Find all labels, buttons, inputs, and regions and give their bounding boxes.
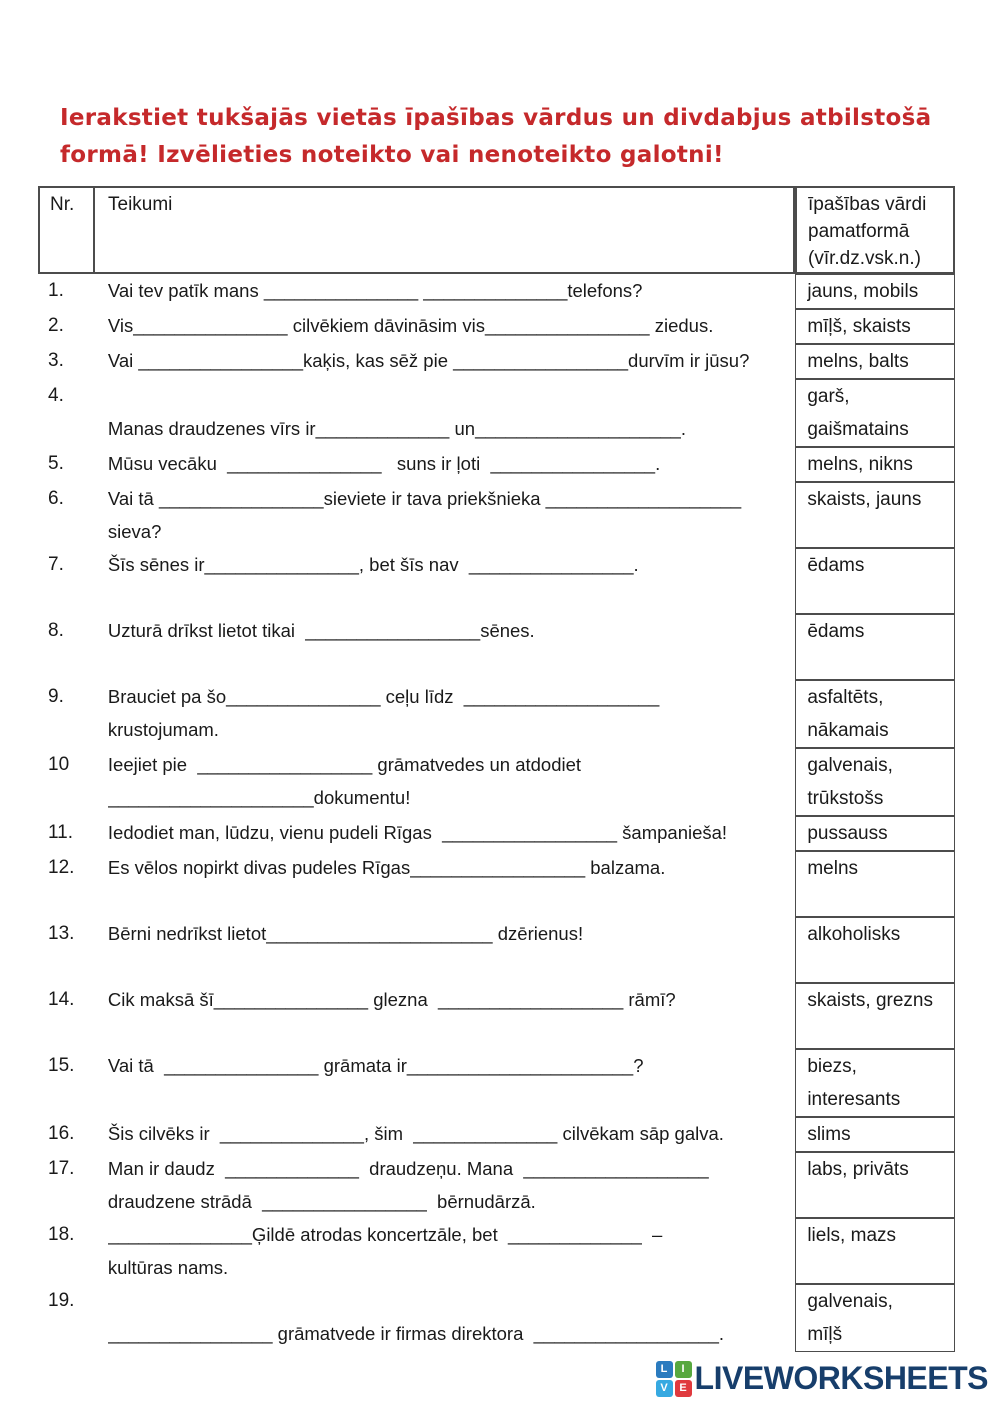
table-row [38,1218,955,1284]
table-row [38,344,955,379]
sentence-line [108,379,789,412]
row-number: 18. [48,1224,75,1245]
sentence-cell [95,1117,795,1152]
liveworksheets-logo-icon [656,1361,692,1397]
adjective-line: galvenais, [807,1291,893,1312]
adjective-line: liels, mazs [807,1225,897,1246]
row-number: 6. [48,488,64,509]
row-number: 2. [48,315,64,336]
sentence-cell [95,548,795,614]
sentence-line: Vai ________________kaķis, kas sēž pie _________________durvīm ir jūsu? [107,350,750,371]
sentence-cell [95,1218,795,1284]
sentence-cell [95,614,795,680]
table-row [38,917,955,983]
table-header-row [38,186,955,274]
adjectives-cell [795,344,955,379]
table-row [38,482,955,548]
row-number: 11. [48,822,74,843]
row-number: 9. [48,686,64,707]
sentence-cell [95,344,795,379]
sentence-line: Bērni nedrīkst lietot______________________ dzērienus! [107,923,584,944]
adjective-line: skaists, grezns [807,990,933,1011]
sentence-cell [95,274,795,309]
adjective-line: melns, balts [807,351,909,372]
adjectives-cell [795,748,955,816]
worksheet-title [60,100,960,174]
header-adjectives-line: (vīr.dz.vsk.n.) [808,248,921,269]
adjective-line: garš, [807,386,850,407]
table-row [38,614,955,680]
row-number: 10 [48,754,70,775]
sentence-line: ________________ grāmatvede ir firmas direktora __________________. [107,1323,724,1344]
table-row [38,309,955,344]
adjective-line: jauns, mobils [807,281,919,302]
row-number: 19. [48,1290,75,1311]
sentence-cell [95,1284,795,1352]
sentence-line [108,581,789,614]
table-row [38,1117,955,1152]
logo-letter-square-i: I [675,1361,692,1378]
sentence-line: Ieejiet pie _________________ grāmatvedes un atdodiet [107,754,582,775]
sentence-cell [95,1049,795,1117]
sentence-line: Iedodiet man, lūdzu, vienu pudeli Rīgas _________________ šampanieša! [107,822,728,843]
sentence-cell [95,983,795,1049]
worksheet-table [38,186,955,1352]
adjectives-cell [795,1218,955,1284]
adjective-line: asfaltēts, [807,687,884,708]
table-row [38,1284,955,1352]
table-row [38,680,955,748]
sentence-line: kultūras nams. [107,1257,229,1278]
sentence-line: Mūsu vecāku _______________ suns ir ļoti ________________. [107,453,661,474]
table-row [38,379,955,447]
sentence-line: draudzene strādā ________________ bērnudārzā. [107,1191,536,1212]
liveworksheets-logo[interactable] [656,1360,988,1397]
adjective-line: ēdams [807,621,865,642]
adjectives-cell [795,1049,955,1117]
header-cell-sentences: Teikumi [93,186,795,274]
header-adjectives-line: pamatformā [808,221,910,242]
adjectives-cell [795,274,955,309]
sentence-line: Vis_______________ cilvēkiem dāvināsim vis________________ ziedus. [107,315,714,336]
adjectives-cell [795,447,955,482]
adjective-line: gaišmatains [807,419,909,440]
sentence-line [108,647,789,680]
sentence-line [108,884,789,917]
adjective-line: biezs, [807,1056,857,1077]
logo-letter-square-e: E [675,1380,692,1397]
sentence-cell [95,309,795,344]
adjective-line: ēdams [807,555,865,576]
sentence-cell [95,482,795,548]
adjective-line: melns, nikns [807,454,913,475]
row-number: 14. [48,989,75,1010]
table-row [38,816,955,851]
adjective-line: melns [807,858,859,879]
table-row [38,274,955,309]
adjective-line: mīļš [807,1324,843,1345]
title-line-1: Ierakstiet tukšajās vietās īpašības vārdus un divdabjus atbilstošā [60,105,932,131]
sentence-line [108,950,789,983]
adjectives-cell [795,1152,955,1218]
adjectives-cell [795,614,955,680]
sentence-line [108,1284,789,1317]
sentence-line: ______________Ģildē atrodas koncertzāle, bet _____________ – [107,1224,663,1245]
table-row [38,748,955,816]
sentence-cell [95,447,795,482]
table-row [38,983,955,1049]
table-row [38,1049,955,1117]
sentence-line: Vai tā _______________ grāmata ir______________________? [107,1055,644,1076]
adjectives-cell [795,1284,955,1352]
sentence-cell [95,851,795,917]
row-number: 4. [48,385,64,406]
adjective-line: trūkstošs [807,788,884,809]
sentence-line [108,1082,789,1115]
liveworksheets-logo-text: LIVEWORKSHEETS [694,1360,988,1396]
table-row [38,447,955,482]
header-cell-number: Nr. [38,186,95,274]
sentence-line: Brauciet pa šo_______________ ceļu līdz ___________________ [107,686,660,707]
sentence-line: Cik maksā šī_______________ glezna __________________ rāmī? [107,989,676,1010]
row-number: 1. [48,280,64,301]
adjectives-cell [795,482,955,548]
title-line-2: formā! Izvēlieties noteikto vai nenoteikto galotni! [60,142,724,168]
adjective-line: interesants [807,1089,901,1110]
row-number: 17. [48,1158,75,1179]
logo-letter-square-l: L [656,1361,673,1378]
row-number: 12. [48,857,75,878]
table-row [38,851,955,917]
sentence-line: Vai tā ________________sieviete ir tava priekšnieka ___________________ [107,488,742,509]
logo-letter-square-v: V [656,1380,673,1397]
adjectives-cell [795,548,955,614]
sentence-line: krustojumam. [107,719,219,740]
table-row [38,1152,955,1218]
sentence-line: sieva? [107,521,162,542]
header-cell-adjectives [795,186,955,274]
adjective-line: mīļš, skaists [807,316,911,337]
adjective-line: nākamais [807,720,889,741]
sentence-line: Man ir daudz _____________ draudzeņu. Mana __________________ [107,1158,709,1179]
row-number: 13. [48,923,75,944]
sentence-cell [95,816,795,851]
sentence-line [108,1016,789,1049]
table-row [38,548,955,614]
adjective-line: galvenais, [807,755,893,776]
header-adjectives-line: īpašības vārdi [808,194,927,215]
footer [0,1360,988,1397]
sentence-cell [95,748,795,816]
sentence-cell [95,680,795,748]
adjectives-cell [795,851,955,917]
adjective-line: skaists, jauns [807,489,922,510]
adjective-line: labs, privāts [807,1159,909,1180]
row-number: 16. [48,1123,75,1144]
row-number: 8. [48,620,64,641]
sentence-line: Vai tev patīk mans _______________ ______________telefons? [107,280,643,301]
row-number: 7. [48,554,64,575]
sentence-line: Uzturā drīkst lietot tikai _________________sēnes. [107,620,535,641]
row-number: 5. [48,453,64,474]
adjective-line: alkoholisks [807,924,901,945]
sentence-line: Manas draudzenes vīrs ir_____________ un____________________. [107,418,686,439]
adjectives-cell [795,816,955,851]
adjectives-cell [795,680,955,748]
sentence-cell [95,379,795,447]
row-number: 15. [48,1055,75,1076]
adjective-line: pussauss [807,823,888,844]
sentence-cell [95,1152,795,1218]
adjectives-cell [795,379,955,447]
adjectives-cell [795,1117,955,1152]
adjectives-cell [795,983,955,1049]
adjective-line: slims [807,1124,851,1145]
sentence-line: Šis cilvēks ir ______________, šim ______________ cilvēkam sāp galva. [107,1123,724,1144]
sentence-line: Es vēlos nopirkt divas pudeles Rīgas_________________ balzama. [107,857,666,878]
adjectives-cell [795,309,955,344]
table-body [38,274,955,1352]
sentence-line: Šīs sēnes ir_______________, bet šīs nav ________________. [107,554,639,575]
row-number: 3. [48,350,64,371]
sentence-cell [95,917,795,983]
sentence-line: ____________________dokumentu! [107,787,411,808]
adjectives-cell [795,917,955,983]
